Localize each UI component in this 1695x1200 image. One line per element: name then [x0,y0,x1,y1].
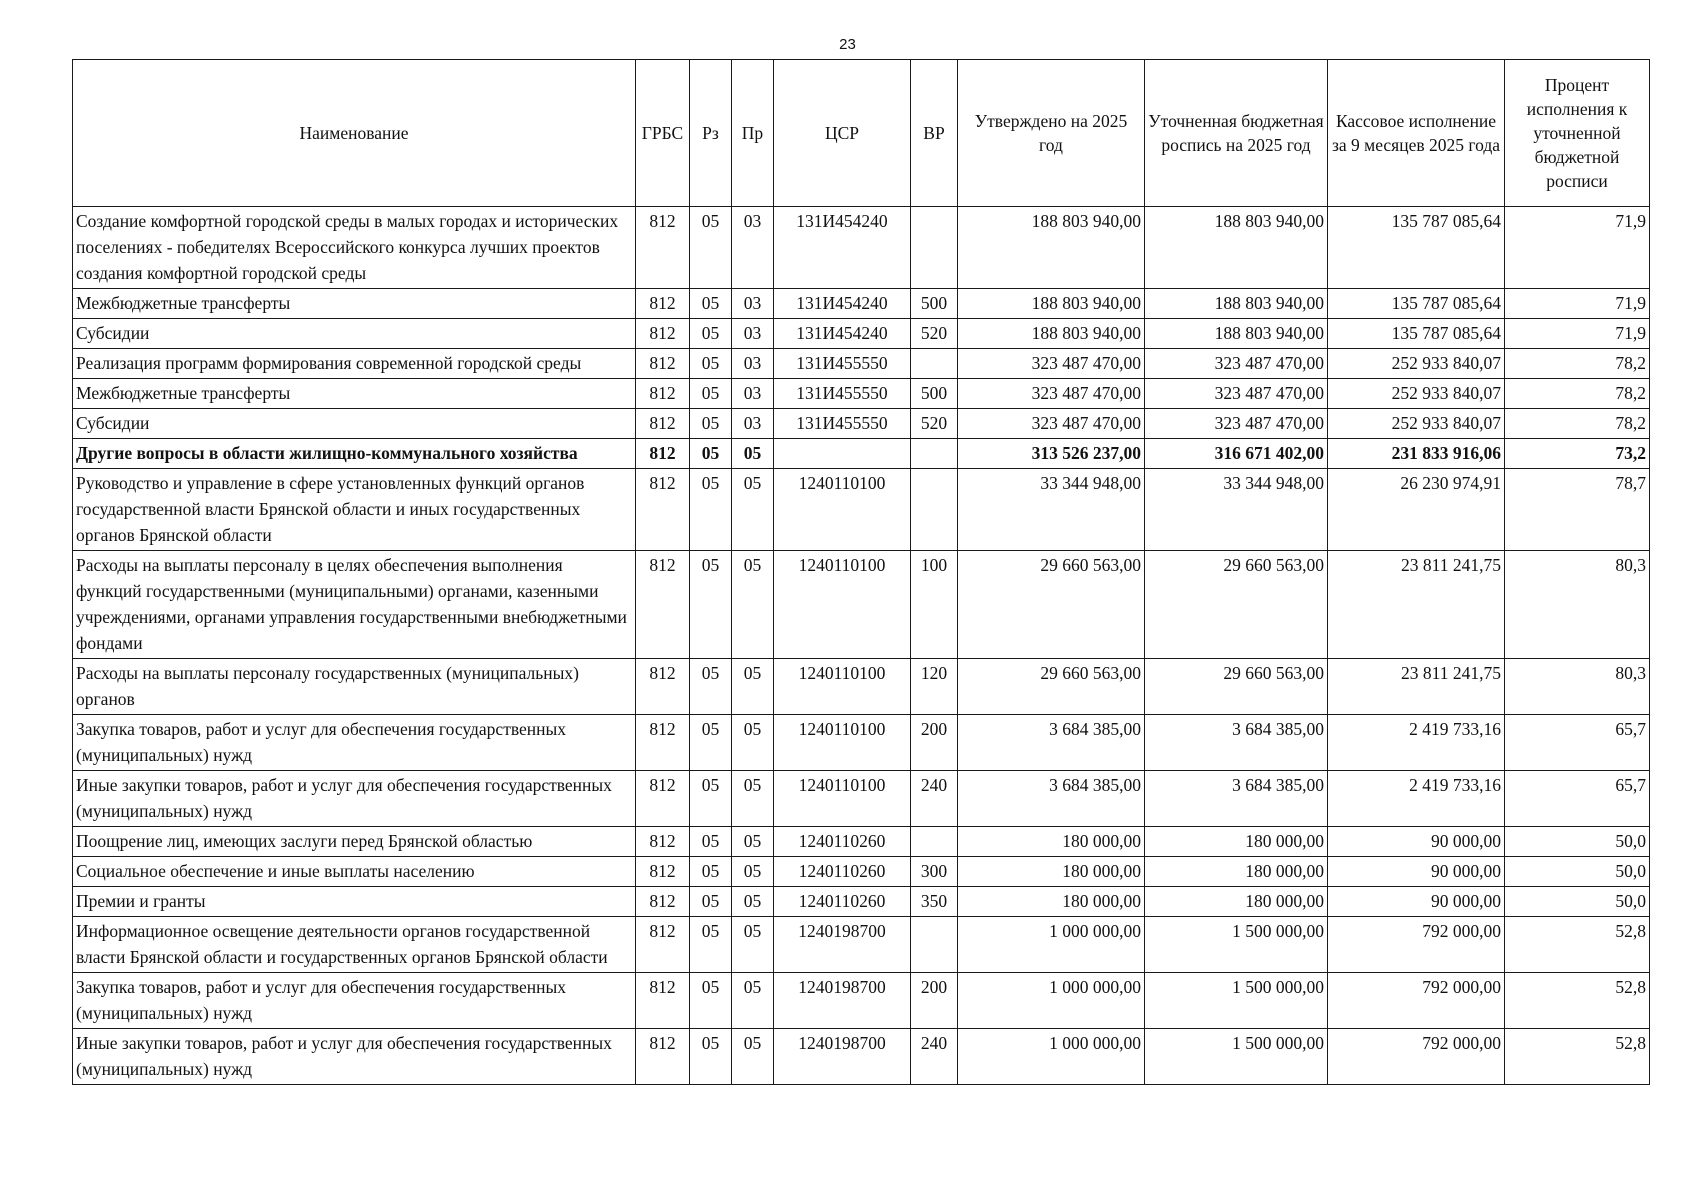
cell-percent: 80,3 [1505,551,1650,659]
cell-grbs: 812 [636,973,690,1029]
cell-pr: 05 [732,887,774,917]
cell-csr: 1240198700 [774,1029,911,1085]
cell-approved: 180 000,00 [958,887,1145,917]
cell-rz: 05 [690,289,732,319]
cell-name: Расходы на выплаты персоналу в целях обеспечения выполнения функций государственными (муниципальными) органами, казенными учреждениями, органами управления государственными внебюджетными фондами [73,551,636,659]
table-row [73,917,1650,973]
cell-revised: 188 803 940,00 [1145,207,1328,289]
cell-approved: 180 000,00 [958,827,1145,857]
cell-grbs: 812 [636,887,690,917]
cell-rz: 05 [690,917,732,973]
cell-pr: 05 [732,1029,774,1085]
cell-rz: 05 [690,827,732,857]
cell-rz: 05 [690,319,732,349]
cell-pr: 05 [732,827,774,857]
cell-approved: 188 803 940,00 [958,207,1145,289]
cell-executed: 2 419 733,16 [1328,771,1505,827]
cell-revised: 1 500 000,00 [1145,973,1328,1029]
cell-revised: 1 500 000,00 [1145,917,1328,973]
cell-pr: 05 [732,771,774,827]
cell-approved: 1 000 000,00 [958,917,1145,973]
cell-csr: 131И455550 [774,379,911,409]
header-name: Наименование [73,60,636,207]
cell-percent: 50,0 [1505,887,1650,917]
cell-rz: 05 [690,771,732,827]
cell-pr: 05 [732,469,774,551]
cell-name: Информационное освещение деятельности органов государственной власти Брянской области и государственных органов Брянской области [73,917,636,973]
cell-executed: 90 000,00 [1328,857,1505,887]
cell-vr: 500 [911,379,958,409]
cell-rz: 05 [690,659,732,715]
cell-vr: 350 [911,887,958,917]
cell-revised: 323 487 470,00 [1145,409,1328,439]
cell-approved: 33 344 948,00 [958,469,1145,551]
cell-revised: 3 684 385,00 [1145,715,1328,771]
cell-revised: 3 684 385,00 [1145,771,1328,827]
cell-executed: 2 419 733,16 [1328,715,1505,771]
cell-name: Создание комфортной городской среды в малых городах и исторических поселениях - победителях Всероссийского конкурса лучших проектов создания комфортной городской среды [73,207,636,289]
cell-grbs: 812 [636,289,690,319]
table-body [73,207,1650,1085]
cell-pr: 05 [732,715,774,771]
cell-name: Расходы на выплаты персоналу государственных (муниципальных) органов [73,659,636,715]
cell-pr: 05 [732,551,774,659]
cell-percent: 65,7 [1505,715,1650,771]
cell-approved: 188 803 940,00 [958,319,1145,349]
cell-name: Субсидии [73,409,636,439]
cell-csr: 131И455550 [774,409,911,439]
cell-vr [911,917,958,973]
cell-executed: 23 811 241,75 [1328,551,1505,659]
cell-percent: 78,7 [1505,469,1650,551]
cell-approved: 1 000 000,00 [958,1029,1145,1085]
cell-grbs: 812 [636,439,690,469]
cell-grbs: 812 [636,917,690,973]
cell-approved: 3 684 385,00 [958,771,1145,827]
cell-pr: 03 [732,207,774,289]
header-vr: ВР [911,60,958,207]
cell-pr: 05 [732,973,774,1029]
cell-approved: 29 660 563,00 [958,659,1145,715]
cell-vr [911,349,958,379]
cell-rz: 05 [690,409,732,439]
table-row [73,349,1650,379]
cell-vr: 200 [911,973,958,1029]
cell-executed: 26 230 974,91 [1328,469,1505,551]
table-row [73,857,1650,887]
header-grbs: ГРБС [636,60,690,207]
cell-percent: 65,7 [1505,771,1650,827]
cell-vr [911,207,958,289]
cell-vr [911,469,958,551]
cell-percent: 78,2 [1505,379,1650,409]
cell-rz: 05 [690,469,732,551]
cell-revised: 188 803 940,00 [1145,289,1328,319]
table-row [73,289,1650,319]
cell-csr: 131И454240 [774,319,911,349]
cell-approved: 323 487 470,00 [958,409,1145,439]
cell-grbs: 812 [636,827,690,857]
cell-name: Реализация программ формирования современной городской среды [73,349,636,379]
cell-vr: 240 [911,771,958,827]
cell-csr: 1240110100 [774,715,911,771]
cell-rz: 05 [690,349,732,379]
cell-grbs: 812 [636,409,690,439]
cell-vr: 240 [911,1029,958,1085]
cell-pr: 03 [732,349,774,379]
cell-rz: 05 [690,207,732,289]
page-number: 23 [839,36,856,53]
cell-pr: 03 [732,319,774,349]
header-pr: Пр [732,60,774,207]
cell-rz: 05 [690,973,732,1029]
cell-percent: 50,0 [1505,857,1650,887]
cell-grbs: 812 [636,349,690,379]
cell-pr: 03 [732,379,774,409]
table-row [73,319,1650,349]
cell-executed: 23 811 241,75 [1328,659,1505,715]
cell-rz: 05 [690,439,732,469]
table-row [73,379,1650,409]
cell-percent: 78,2 [1505,349,1650,379]
cell-executed: 90 000,00 [1328,887,1505,917]
table-row [73,715,1650,771]
cell-vr [911,439,958,469]
cell-pr: 05 [732,917,774,973]
cell-name: Межбюджетные трансферты [73,289,636,319]
table-row [73,551,1650,659]
cell-csr: 1240110260 [774,887,911,917]
cell-approved: 313 526 237,00 [958,439,1145,469]
cell-name: Иные закупки товаров, работ и услуг для обеспечения государственных (муниципальных) нужд [73,771,636,827]
cell-revised: 323 487 470,00 [1145,349,1328,379]
cell-executed: 135 787 085,64 [1328,207,1505,289]
cell-approved: 29 660 563,00 [958,551,1145,659]
table-row [73,771,1650,827]
cell-executed: 135 787 085,64 [1328,319,1505,349]
cell-name: Поощрение лиц, имеющих заслуги перед Брянской областью [73,827,636,857]
cell-approved: 3 684 385,00 [958,715,1145,771]
cell-name: Закупка товаров, работ и услуг для обеспечения государственных (муниципальных) нужд [73,973,636,1029]
table-row [73,887,1650,917]
cell-pr: 03 [732,289,774,319]
cell-csr: 1240198700 [774,973,911,1029]
table-row [73,469,1650,551]
cell-csr [774,439,911,469]
cell-csr: 1240110260 [774,857,911,887]
cell-grbs: 812 [636,551,690,659]
cell-grbs: 812 [636,207,690,289]
cell-approved: 1 000 000,00 [958,973,1145,1029]
cell-vr: 100 [911,551,958,659]
cell-name: Руководство и управление в сфере установленных функций органов государственной власти Брянской области и иных государственных органов Брянской области [73,469,636,551]
table-row [73,409,1650,439]
cell-rz: 05 [690,887,732,917]
table-row [73,659,1650,715]
cell-grbs: 812 [636,715,690,771]
cell-csr: 1240110100 [774,469,911,551]
cell-pr: 05 [732,857,774,887]
cell-revised: 323 487 470,00 [1145,379,1328,409]
cell-name: Субсидии [73,319,636,349]
cell-percent: 78,2 [1505,409,1650,439]
cell-name: Другие вопросы в области жилищно-коммунального хозяйства [73,439,636,469]
cell-revised: 1 500 000,00 [1145,1029,1328,1085]
cell-percent: 71,9 [1505,319,1650,349]
header-executed: Кассовое исполнение за 9 месяцев 2025 года [1328,60,1505,207]
cell-name: Межбюджетные трансферты [73,379,636,409]
cell-csr: 1240198700 [774,917,911,973]
table-row [73,207,1650,289]
header-revised: Уточненная бюджетная роспись на 2025 год [1145,60,1328,207]
cell-vr [911,827,958,857]
cell-vr: 500 [911,289,958,319]
cell-grbs: 812 [636,659,690,715]
cell-vr: 120 [911,659,958,715]
cell-percent: 52,8 [1505,917,1650,973]
cell-csr: 1240110100 [774,551,911,659]
cell-name: Премии и гранты [73,887,636,917]
cell-pr: 05 [732,659,774,715]
cell-executed: 792 000,00 [1328,917,1505,973]
cell-revised: 29 660 563,00 [1145,551,1328,659]
table-row [73,1029,1650,1085]
cell-approved: 323 487 470,00 [958,379,1145,409]
header-row [73,60,1650,207]
budget-table [72,59,1650,1085]
cell-approved: 188 803 940,00 [958,289,1145,319]
cell-name: Закупка товаров, работ и услуг для обеспечения государственных (муниципальных) нужд [73,715,636,771]
cell-percent: 52,8 [1505,973,1650,1029]
cell-revised: 29 660 563,00 [1145,659,1328,715]
cell-rz: 05 [690,857,732,887]
cell-grbs: 812 [636,379,690,409]
cell-csr: 1240110100 [774,771,911,827]
cell-name: Социальное обеспечение и иные выплаты населению [73,857,636,887]
cell-grbs: 812 [636,771,690,827]
header-approved: Утверждено на 2025 год [958,60,1145,207]
cell-revised: 316 671 402,00 [1145,439,1328,469]
table-row [73,973,1650,1029]
cell-rz: 05 [690,715,732,771]
cell-percent: 80,3 [1505,659,1650,715]
table-row [73,439,1650,469]
cell-pr: 05 [732,439,774,469]
header-rz: Рз [690,60,732,207]
cell-executed: 252 933 840,07 [1328,349,1505,379]
cell-csr: 1240110260 [774,827,911,857]
header-percent: Процент исполнения к уточненной бюджетной росписи [1505,60,1650,207]
cell-grbs: 812 [636,319,690,349]
cell-approved: 180 000,00 [958,857,1145,887]
cell-executed: 231 833 916,06 [1328,439,1505,469]
cell-csr: 131И455550 [774,349,911,379]
cell-approved: 323 487 470,00 [958,349,1145,379]
cell-grbs: 812 [636,469,690,551]
cell-executed: 792 000,00 [1328,1029,1505,1085]
cell-csr: 131И454240 [774,207,911,289]
cell-percent: 52,8 [1505,1029,1650,1085]
header-csr: ЦСР [774,60,911,207]
cell-revised: 180 000,00 [1145,827,1328,857]
cell-csr: 1240110100 [774,659,911,715]
cell-name: Иные закупки товаров, работ и услуг для обеспечения государственных (муниципальных) нужд [73,1029,636,1085]
cell-percent: 73,2 [1505,439,1650,469]
cell-revised: 180 000,00 [1145,857,1328,887]
cell-csr: 131И454240 [774,289,911,319]
cell-revised: 188 803 940,00 [1145,319,1328,349]
table-row [73,827,1650,857]
cell-revised: 33 344 948,00 [1145,469,1328,551]
cell-rz: 05 [690,379,732,409]
cell-rz: 05 [690,1029,732,1085]
cell-rz: 05 [690,551,732,659]
cell-percent: 71,9 [1505,289,1650,319]
cell-pr: 03 [732,409,774,439]
cell-vr: 200 [911,715,958,771]
cell-vr: 520 [911,409,958,439]
cell-revised: 180 000,00 [1145,887,1328,917]
cell-executed: 135 787 085,64 [1328,289,1505,319]
cell-executed: 792 000,00 [1328,973,1505,1029]
cell-vr: 300 [911,857,958,887]
cell-vr: 520 [911,319,958,349]
cell-executed: 252 933 840,07 [1328,379,1505,409]
cell-executed: 252 933 840,07 [1328,409,1505,439]
cell-percent: 71,9 [1505,207,1650,289]
cell-percent: 50,0 [1505,827,1650,857]
cell-grbs: 812 [636,857,690,887]
cell-grbs: 812 [636,1029,690,1085]
cell-executed: 90 000,00 [1328,827,1505,857]
